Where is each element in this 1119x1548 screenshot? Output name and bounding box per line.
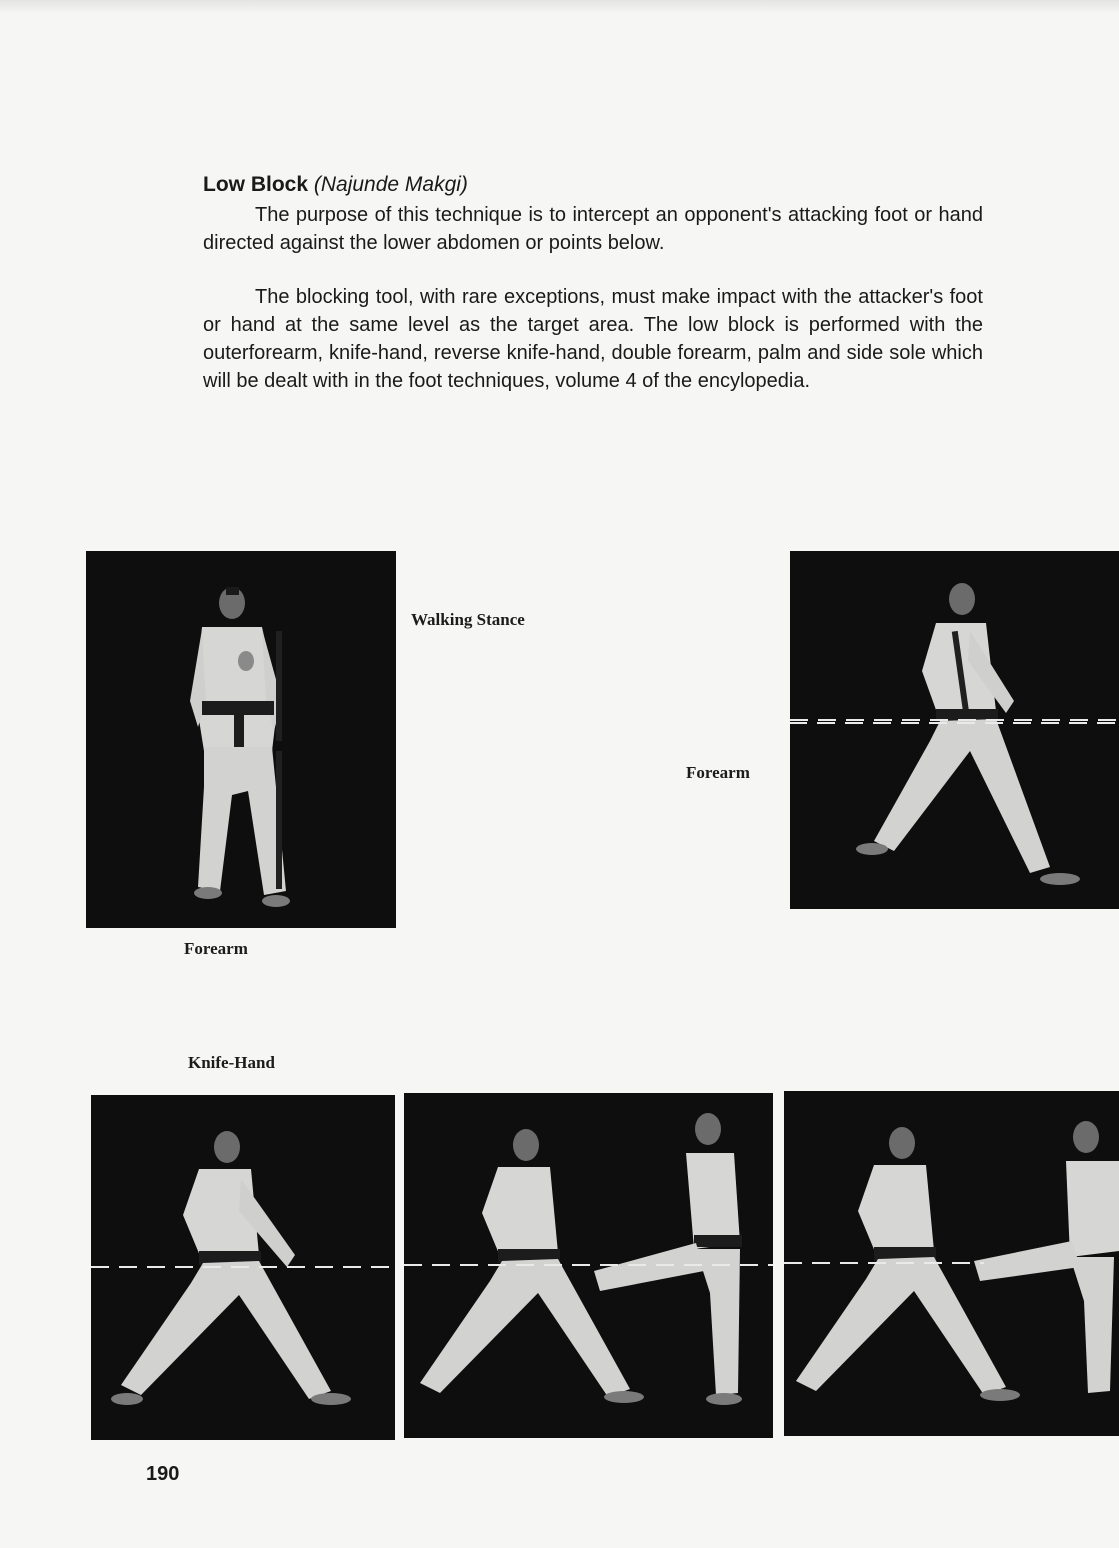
caption-forearm-left: Forearm (184, 939, 248, 958)
heading-title: Low Block (203, 173, 309, 196)
caption-walking-stance: Walking Stance (411, 610, 525, 629)
heading-subtitle: (Najunde Makgi) (313, 173, 468, 196)
caption-forearm-right: Forearm (686, 763, 750, 782)
scan-edge (0, 0, 1119, 14)
detail-paragraph: The blocking tool, with rare exceptions, must make impact with the attacker's foot or hand at the same level as the target area. The low block is performed with the outerforearm, knife-hand, reverse knife-hand, double forearm, palm and side sole which will be dealt with in the foot techniques, volume 4 of the encylopedia. (203, 286, 983, 392)
photo-knife-hand-3 (784, 1091, 1119, 1436)
intro-paragraph: The purpose of this technique is to intercept an opponent's attacking foot or hand directed against the lower abdomen or points below. (203, 204, 983, 254)
photo-forearm-front (86, 551, 396, 928)
photo-knife-hand-1 (91, 1095, 395, 1440)
caption-knife-hand: Knife-Hand (188, 1053, 275, 1072)
page-number: 190 (146, 1463, 180, 1485)
section-heading (203, 170, 468, 200)
photo-forearm-side (790, 551, 1119, 909)
photo-knife-hand-2 (404, 1093, 773, 1438)
